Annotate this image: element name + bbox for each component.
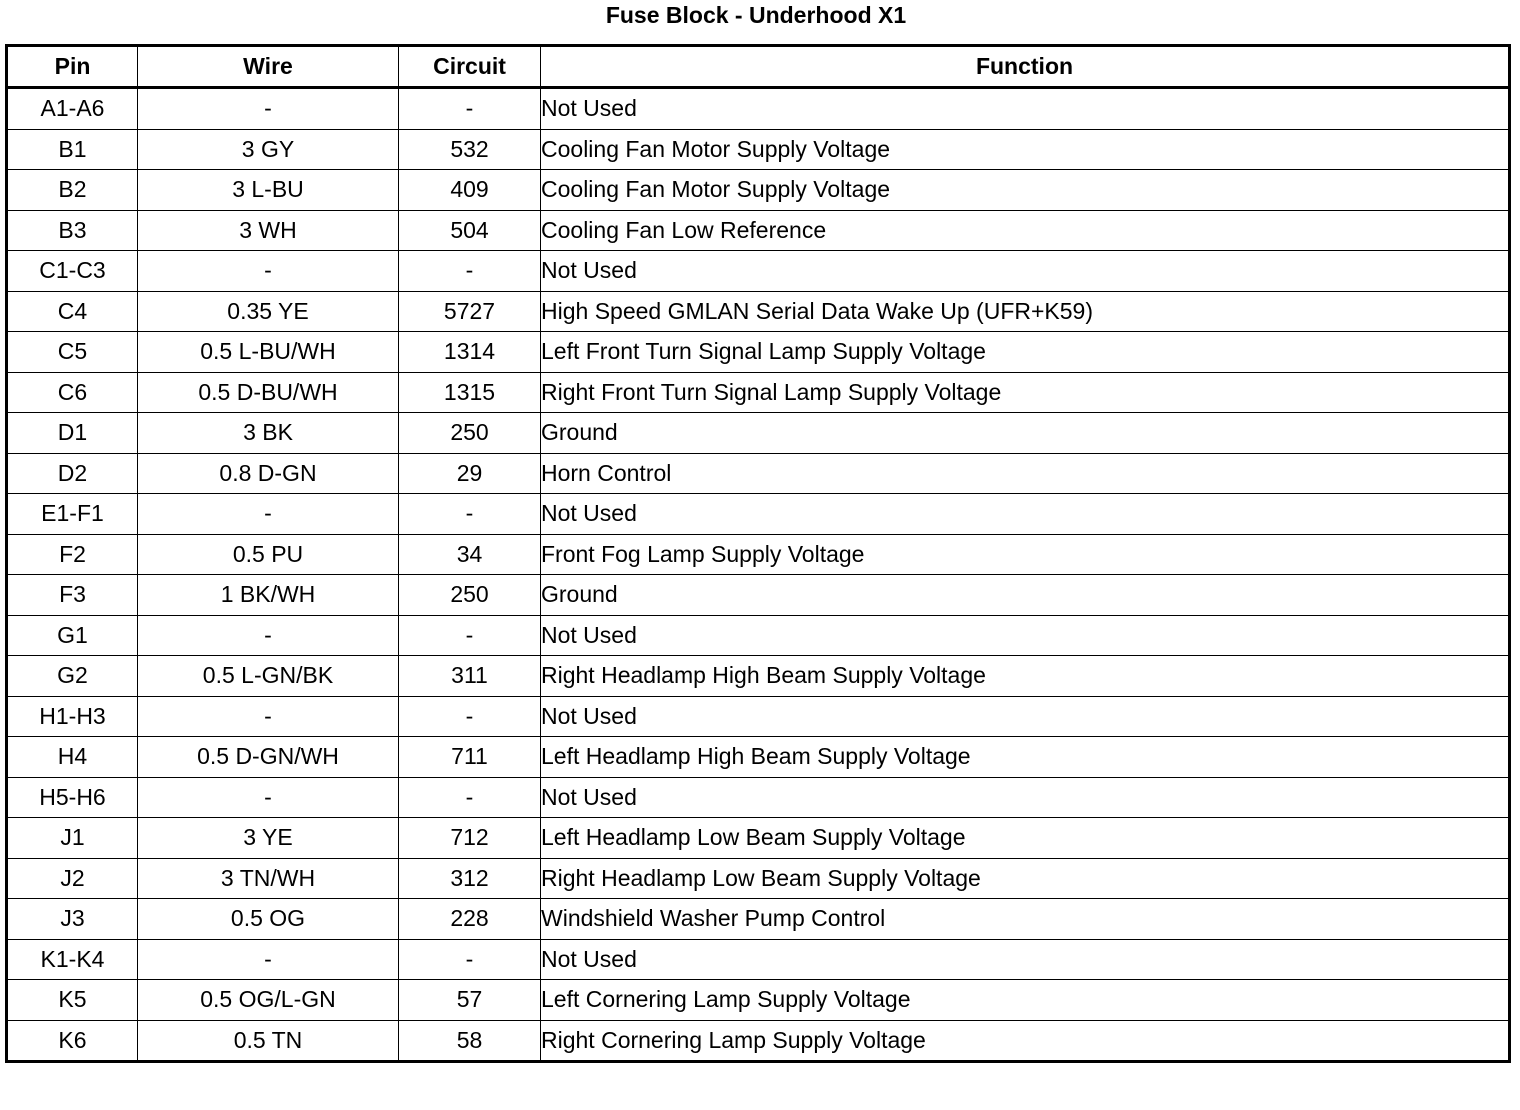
wire-cell: 3 YE (138, 818, 399, 859)
pin-cell: H4 (7, 737, 138, 778)
function-cell: Not Used (541, 939, 1510, 980)
wire-cell: 0.5 PU (138, 534, 399, 575)
circuit-cell: 711 (399, 737, 541, 778)
circuit-cell: - (399, 939, 541, 980)
table-row (7, 777, 1510, 818)
table-row (7, 1020, 1510, 1062)
table-row (7, 494, 1510, 535)
page-title: Fuse Block - Underhood X1 (605, 2, 907, 28)
function-cell: Right Headlamp Low Beam Supply Voltage (541, 858, 1510, 899)
column-header-function: Function (541, 46, 1510, 88)
wire-cell: 3 BK (138, 413, 399, 454)
pin-cell: K1-K4 (7, 939, 138, 980)
function-cell: Not Used (541, 251, 1510, 292)
function-cell: Ground (541, 575, 1510, 616)
pin-cell: J1 (7, 818, 138, 859)
function-cell: Right Front Turn Signal Lamp Supply Voltage (541, 372, 1510, 413)
wire-cell: 0.5 D-BU/WH (138, 372, 399, 413)
column-header-circuit: Circuit (399, 46, 541, 88)
table-row (7, 818, 1510, 859)
function-cell: Not Used (541, 615, 1510, 656)
wire-cell: 3 L-BU (138, 170, 399, 211)
pin-cell: B1 (7, 129, 138, 170)
wire-cell: - (138, 494, 399, 535)
circuit-cell: 58 (399, 1020, 541, 1062)
circuit-cell: 29 (399, 453, 541, 494)
table-row (7, 899, 1510, 940)
wire-cell: - (138, 251, 399, 292)
table-row (7, 534, 1510, 575)
circuit-cell: 1314 (399, 332, 541, 373)
wire-cell: 0.5 TN (138, 1020, 399, 1062)
table-row (7, 696, 1510, 737)
circuit-cell: 1315 (399, 372, 541, 413)
table-body (7, 88, 1510, 1062)
pin-cell: B2 (7, 170, 138, 211)
circuit-cell: - (399, 251, 541, 292)
function-cell: Not Used (541, 88, 1510, 130)
wire-cell: - (138, 615, 399, 656)
table-row (7, 210, 1510, 251)
column-header-wire: Wire (138, 46, 399, 88)
circuit-cell: 712 (399, 818, 541, 859)
function-cell: Right Headlamp High Beam Supply Voltage (541, 656, 1510, 697)
pin-cell: H5-H6 (7, 777, 138, 818)
circuit-cell: 250 (399, 575, 541, 616)
wire-cell: - (138, 88, 399, 130)
table-row (7, 332, 1510, 373)
pin-cell: A1-A6 (7, 88, 138, 130)
wire-cell: 0.5 OG (138, 899, 399, 940)
wire-cell: 3 GY (138, 129, 399, 170)
function-cell: Left Headlamp Low Beam Supply Voltage (541, 818, 1510, 859)
wire-cell: 0.5 OG/L-GN (138, 980, 399, 1021)
table-row (7, 129, 1510, 170)
wire-cell: - (138, 696, 399, 737)
table-row (7, 939, 1510, 980)
pin-cell: K6 (7, 1020, 138, 1062)
pin-cell: H1-H3 (7, 696, 138, 737)
pin-cell: D1 (7, 413, 138, 454)
circuit-cell: - (399, 88, 541, 130)
function-cell: Left Front Turn Signal Lamp Supply Voltage (541, 332, 1510, 373)
table-row (7, 291, 1510, 332)
circuit-cell: 532 (399, 129, 541, 170)
table-header-row (7, 46, 1510, 88)
table-row (7, 88, 1510, 130)
pin-cell: C4 (7, 291, 138, 332)
pin-cell: J2 (7, 858, 138, 899)
function-cell: Cooling Fan Low Reference (541, 210, 1510, 251)
table-row (7, 372, 1510, 413)
function-cell: Windshield Washer Pump Control (541, 899, 1510, 940)
pin-cell: C6 (7, 372, 138, 413)
circuit-cell: 311 (399, 656, 541, 697)
connector-pinout-table (5, 44, 1511, 1063)
table-row (7, 170, 1510, 211)
circuit-cell: 5727 (399, 291, 541, 332)
table-row (7, 656, 1510, 697)
table-row (7, 737, 1510, 778)
circuit-cell: 504 (399, 210, 541, 251)
function-cell: Left Cornering Lamp Supply Voltage (541, 980, 1510, 1021)
circuit-cell: 228 (399, 899, 541, 940)
table-row (7, 251, 1510, 292)
circuit-cell: 250 (399, 413, 541, 454)
circuit-cell: 312 (399, 858, 541, 899)
function-cell: Not Used (541, 696, 1510, 737)
wire-cell: 0.5 L-GN/BK (138, 656, 399, 697)
pin-cell: K5 (7, 980, 138, 1021)
table-row (7, 575, 1510, 616)
pin-cell: D2 (7, 453, 138, 494)
function-cell: Front Fog Lamp Supply Voltage (541, 534, 1510, 575)
wire-cell: 3 TN/WH (138, 858, 399, 899)
pin-cell: J3 (7, 899, 138, 940)
circuit-cell: - (399, 615, 541, 656)
table-row (7, 980, 1510, 1021)
wire-cell: 0.5 L-BU/WH (138, 332, 399, 373)
function-cell: Ground (541, 413, 1510, 454)
pin-cell: E1-F1 (7, 494, 138, 535)
wire-cell: 0.5 D-GN/WH (138, 737, 399, 778)
function-cell: Not Used (541, 494, 1510, 535)
circuit-cell: - (399, 494, 541, 535)
wire-cell: - (138, 939, 399, 980)
circuit-cell: 34 (399, 534, 541, 575)
table-row (7, 615, 1510, 656)
function-cell: Not Used (541, 777, 1510, 818)
function-cell: Right Cornering Lamp Supply Voltage (541, 1020, 1510, 1062)
table-row (7, 413, 1510, 454)
circuit-cell: - (399, 696, 541, 737)
table-row (7, 453, 1510, 494)
wire-cell: 3 WH (138, 210, 399, 251)
function-cell: Left Headlamp High Beam Supply Voltage (541, 737, 1510, 778)
wire-cell: 0.8 D-GN (138, 453, 399, 494)
circuit-cell: - (399, 777, 541, 818)
circuit-cell: 409 (399, 170, 541, 211)
table-row (7, 858, 1510, 899)
pin-cell: G2 (7, 656, 138, 697)
pin-cell: G1 (7, 615, 138, 656)
circuit-cell: 57 (399, 980, 541, 1021)
pin-cell: F2 (7, 534, 138, 575)
pin-cell: B3 (7, 210, 138, 251)
pin-cell: F3 (7, 575, 138, 616)
function-cell: Horn Control (541, 453, 1510, 494)
wire-cell: 1 BK/WH (138, 575, 399, 616)
function-cell: High Speed GMLAN Serial Data Wake Up (UFR+K59) (541, 291, 1510, 332)
pin-cell: C1-C3 (7, 251, 138, 292)
wire-cell: - (138, 777, 399, 818)
pin-cell: C5 (7, 332, 138, 373)
function-cell: Cooling Fan Motor Supply Voltage (541, 129, 1510, 170)
column-header-pin: Pin (7, 46, 138, 88)
wire-cell: 0.35 YE (138, 291, 399, 332)
function-cell: Cooling Fan Motor Supply Voltage (541, 170, 1510, 211)
